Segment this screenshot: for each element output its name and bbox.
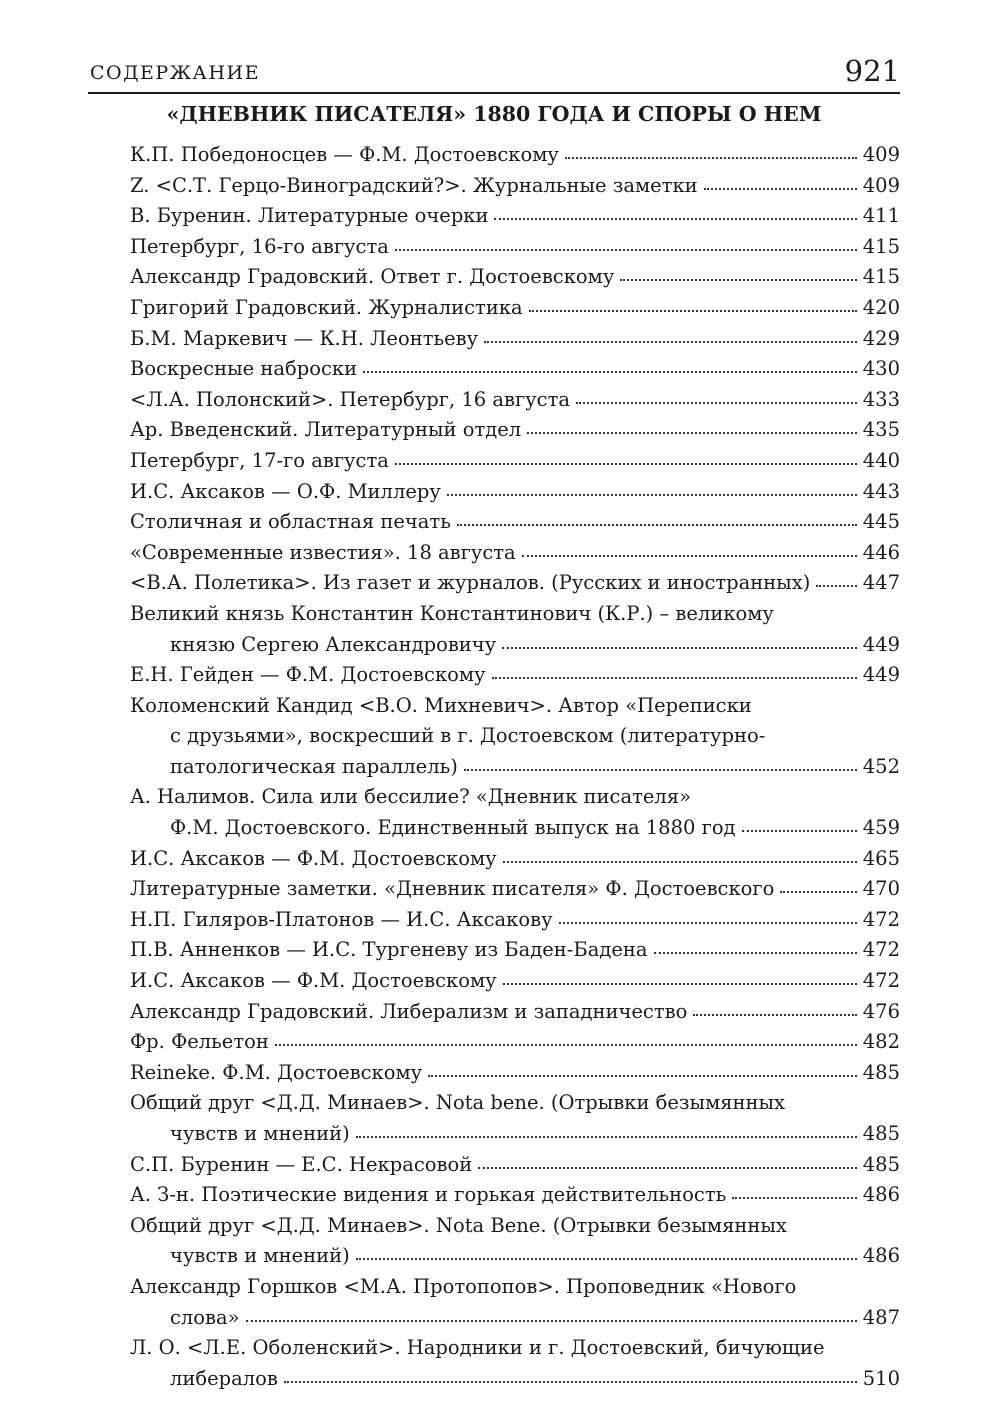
toc-entry-line xyxy=(130,1088,900,1119)
toc-entry-text: А. Налимов. Сила или бессилие? «Дневник писателя» xyxy=(130,785,692,809)
toc-entry xyxy=(130,905,900,936)
toc-entry-line xyxy=(130,568,900,599)
toc-entry-text: Ар. Введенский. Литературный отдел xyxy=(130,418,522,442)
toc-entry-text: С.П. Буренин — Е.С. Некрасовой xyxy=(130,1152,473,1176)
dot-leader xyxy=(494,211,856,220)
toc-entry-line xyxy=(130,782,900,813)
toc-entry-line xyxy=(130,324,900,355)
toc-entry-text: Литературные заметки. «Дневник писателя» Ф. Достоевского xyxy=(130,877,775,901)
toc-entry-text: В. Буренин. Литературные очерки xyxy=(130,204,489,228)
toc-entry-text: Великий князь Константин Константинович (К.Р.) – великому xyxy=(130,601,774,625)
table-of-contents xyxy=(130,140,900,1394)
toc-entry-line xyxy=(130,262,900,293)
toc-entry xyxy=(130,324,900,355)
toc-entry-text: князю Сергею Александровичу xyxy=(170,632,497,656)
toc-entry-line xyxy=(130,1180,900,1211)
toc-entry-text: слова» xyxy=(170,1305,240,1329)
running-head-title: СОДЕРЖАНИЕ xyxy=(90,62,260,84)
toc-entry-line xyxy=(130,1211,900,1242)
dot-leader xyxy=(447,487,857,496)
toc-entry xyxy=(130,660,900,691)
toc-entry-text: Петербург, 17-го августа xyxy=(130,448,389,472)
toc-entry-line xyxy=(130,660,900,691)
toc-entry-line xyxy=(130,171,900,202)
toc-page-number: 409 xyxy=(862,173,900,197)
dot-leader xyxy=(428,1068,857,1077)
toc-entry xyxy=(130,997,900,1028)
toc-page-number: 445 xyxy=(862,510,900,534)
toc-entry xyxy=(130,1150,900,1181)
dot-leader xyxy=(275,1037,857,1046)
toc-entry-text: Столичная и областная печать xyxy=(130,510,451,534)
dot-leader xyxy=(395,242,857,251)
toc-page-number: 472 xyxy=(862,938,900,962)
toc-entry xyxy=(130,966,900,997)
toc-entry xyxy=(130,1058,900,1089)
dot-leader xyxy=(457,517,857,526)
toc-entry xyxy=(130,171,900,202)
toc-entry-text: Б.М. Маркевич — К.Н. Леонтьеву xyxy=(130,326,479,350)
toc-page-number: 487 xyxy=(862,1305,900,1329)
toc-entry-text: Л. О. <Л.Е. Оболенский>. Народники и г. Достоевский, бичующие xyxy=(130,1336,825,1360)
toc-page-number: 411 xyxy=(862,204,900,228)
toc-page-number: 472 xyxy=(862,969,900,993)
dot-leader xyxy=(522,548,857,557)
dot-leader xyxy=(693,1007,856,1016)
dot-leader xyxy=(742,823,857,832)
toc-page-number: 485 xyxy=(862,1060,900,1084)
toc-page-number: 459 xyxy=(862,816,900,840)
dot-leader xyxy=(356,1129,857,1138)
dot-leader xyxy=(780,884,856,893)
toc-page-number: 446 xyxy=(862,540,900,564)
toc-entry-text: Григорий Градовский. Журналистика xyxy=(130,295,523,319)
toc-entry-line xyxy=(130,966,900,997)
toc-entry xyxy=(130,568,900,599)
toc-entry-line xyxy=(130,1333,900,1364)
toc-entry-line xyxy=(130,477,900,508)
toc-entry-text: Петербург, 16-го августа xyxy=(130,234,389,258)
toc-entry-text: Reineke. Ф.М. Достоевскому xyxy=(130,1060,423,1084)
toc-entry-text: Коломенский Кандид <В.О. Михневич>. Автор «Переписки xyxy=(130,693,752,717)
toc-entry xyxy=(130,140,900,171)
toc-entry xyxy=(130,232,900,263)
toc-entry-line xyxy=(130,691,900,722)
toc-entry xyxy=(130,507,900,538)
toc-entry-line xyxy=(130,813,900,844)
toc-entry-text: Е.Н. Гейден — Ф.М. Достоевскому xyxy=(130,663,486,687)
toc-page-number: 476 xyxy=(862,999,900,1023)
toc-entry-text: И.С. Аксаков — О.Ф. Миллеру xyxy=(130,479,441,503)
toc-entry xyxy=(130,1333,900,1394)
toc-entry-line xyxy=(130,1303,900,1334)
toc-page-number: 465 xyxy=(862,846,900,870)
toc-entry-text: Александр Горшков <М.А. Протопопов>. Проповедник «Нового xyxy=(130,1274,797,1298)
toc-entry-line xyxy=(130,1272,900,1303)
toc-entry-line xyxy=(130,630,900,661)
toc-entry-line xyxy=(130,415,900,446)
toc-entry-text: К.П. Победоносцев — Ф.М. Достоевскому xyxy=(130,143,559,166)
toc-entry-text: Общий друг <Д.Д. Минаев>. Nota Bene. (Отрывки безымянных xyxy=(130,1213,787,1237)
toc-entry xyxy=(130,874,900,905)
toc-entry-line xyxy=(130,446,900,477)
toc-entry-line xyxy=(130,874,900,905)
toc-entry xyxy=(130,599,900,660)
toc-entry xyxy=(130,1211,900,1272)
dot-leader xyxy=(246,1313,857,1322)
toc-page-number: 435 xyxy=(862,418,900,442)
toc-entry xyxy=(130,1180,900,1211)
toc-entry-line xyxy=(130,201,900,232)
running-head-page-number: 921 xyxy=(844,54,900,88)
toc-entry-line xyxy=(130,354,900,385)
toc-page-number: 482 xyxy=(862,1030,900,1054)
toc-page-number: 420 xyxy=(862,295,900,319)
toc-entry-line xyxy=(130,844,900,875)
dot-leader xyxy=(654,946,857,955)
toc-entry-line xyxy=(130,1150,900,1181)
toc-entry-line xyxy=(130,935,900,966)
toc-page-number: 409 xyxy=(862,143,900,166)
toc-entry-line xyxy=(130,507,900,538)
toc-entry-text: Фр. Фельетон xyxy=(130,1030,269,1054)
toc-page-number: 449 xyxy=(862,632,900,656)
toc-entry xyxy=(130,415,900,446)
toc-page-number: 449 xyxy=(862,663,900,687)
toc-page-number: 485 xyxy=(862,1152,900,1176)
toc-entry xyxy=(130,262,900,293)
toc-entry-text: «Современные известия». 18 августа xyxy=(130,540,516,564)
dot-leader xyxy=(492,670,857,679)
toc-entry xyxy=(130,201,900,232)
toc-page-number: 485 xyxy=(862,1122,900,1145)
toc-entry-line xyxy=(130,1364,900,1395)
toc-entry-line xyxy=(130,721,900,752)
dot-leader xyxy=(356,1252,857,1261)
dot-leader xyxy=(704,181,857,190)
toc-entry-line xyxy=(130,293,900,324)
toc-entry-text: Ф.М. Достоевского. Единственный выпуск на 1880 год xyxy=(170,816,736,840)
toc-page-number: 452 xyxy=(862,754,900,778)
toc-entry-text: Общий друг <Д.Д. Минаев>. Nota bene. (Отрывки безымянных xyxy=(130,1091,786,1115)
toc-entry-line xyxy=(130,997,900,1028)
dot-leader xyxy=(478,1160,857,1169)
dot-leader xyxy=(502,640,857,649)
toc-page-number: 429 xyxy=(862,326,900,350)
dot-leader xyxy=(484,334,857,343)
toc-entry xyxy=(130,1027,900,1058)
dot-leader xyxy=(395,456,857,465)
toc-page-number: 433 xyxy=(862,387,900,411)
dot-leader xyxy=(464,762,857,771)
dot-leader xyxy=(816,579,856,588)
toc-page-number: 443 xyxy=(862,479,900,503)
toc-entry-line xyxy=(130,1058,900,1089)
toc-entry xyxy=(130,538,900,569)
dot-leader xyxy=(620,273,856,282)
toc-entry-line xyxy=(130,1027,900,1058)
toc-entry-text: <В.А. Полетика>. Из газет и журналов. (Русских и иностранных) xyxy=(130,571,811,595)
toc-entry-line xyxy=(130,140,900,171)
toc-page-number: 486 xyxy=(862,1183,900,1207)
toc-entry-text: либералов xyxy=(170,1366,278,1390)
toc-entry-text: Z. <С.Т. Герцо-Виноградский?>. Журнальные заметки xyxy=(130,173,698,197)
toc-page-number: 486 xyxy=(862,1244,900,1268)
section-title: «ДНЕВНИК ПИСАТЕЛЯ» 1880 ГОДА И СПОРЫ О НЕМ xyxy=(166,102,822,126)
toc-entry xyxy=(130,782,900,843)
toc-entry-text: с друзьями», воскресший в г. Достоевском (литературно- xyxy=(170,724,766,748)
toc-entry xyxy=(130,1088,900,1149)
toc-entry-text: А. З-н. Поэтические видения и горькая действительность xyxy=(130,1183,727,1207)
toc-entry-line xyxy=(130,232,900,263)
toc-page-number: 510 xyxy=(862,1366,900,1390)
toc-entry-line xyxy=(130,1241,900,1272)
toc-entry-text: патологическая параллель) xyxy=(170,754,458,778)
toc-entry xyxy=(130,477,900,508)
toc-entry xyxy=(130,354,900,385)
toc-entry-text: П.В. Анненков — И.С. Тургеневу из Баден-Бадена xyxy=(130,938,648,962)
toc-entry xyxy=(130,1272,900,1333)
toc-entry-line xyxy=(130,1119,900,1150)
toc-entry-text: И.С. Аксаков — Ф.М. Достоевскому xyxy=(130,846,497,870)
toc-page-number: 430 xyxy=(862,357,900,381)
toc-entry xyxy=(130,385,900,416)
toc-entry xyxy=(130,935,900,966)
dot-leader xyxy=(559,915,857,924)
dot-leader xyxy=(565,150,857,159)
running-head xyxy=(88,56,900,94)
toc-entry xyxy=(130,446,900,477)
dot-leader xyxy=(503,976,857,985)
dot-leader xyxy=(732,1190,857,1199)
dot-leader xyxy=(363,364,857,373)
toc-page-number: 470 xyxy=(862,877,900,901)
dot-leader xyxy=(529,303,857,312)
toc-page-number: 472 xyxy=(862,907,900,931)
toc-entry-line xyxy=(130,599,900,630)
toc-entry-line xyxy=(130,538,900,569)
toc-entry xyxy=(130,691,900,783)
dot-leader xyxy=(284,1374,857,1383)
dot-leader xyxy=(527,426,857,435)
toc-entry-line xyxy=(130,385,900,416)
toc-entry-text: Воскресные наброски xyxy=(130,357,358,381)
toc-entry xyxy=(130,844,900,875)
toc-page-number: 415 xyxy=(862,265,900,289)
toc-entry-text: Александр Градовский. Ответ г. Достоевскому xyxy=(130,265,615,289)
toc-page-number: 447 xyxy=(862,571,900,595)
toc-entry-text: чувств и мнений) xyxy=(170,1244,350,1268)
toc-entry-text: Александр Градовский. Либерализм и западничество xyxy=(130,999,688,1023)
toc-entry-line xyxy=(130,752,900,783)
toc-entry-text: Н.П. Гиляров-Платонов — И.С. Аксакову xyxy=(130,907,553,931)
toc-entry-text: чувств и мнений) xyxy=(170,1122,350,1145)
toc-entry-text: <Л.А. Полонский>. Петербург, 16 августа xyxy=(130,387,570,411)
toc-entry xyxy=(130,293,900,324)
toc-page-number: 415 xyxy=(862,234,900,258)
dot-leader xyxy=(576,395,857,404)
toc-entry-line xyxy=(130,905,900,936)
dot-leader xyxy=(503,854,857,863)
toc-entry-text: И.С. Аксаков — Ф.М. Достоевскому xyxy=(130,969,497,993)
toc-page-number: 440 xyxy=(862,448,900,472)
